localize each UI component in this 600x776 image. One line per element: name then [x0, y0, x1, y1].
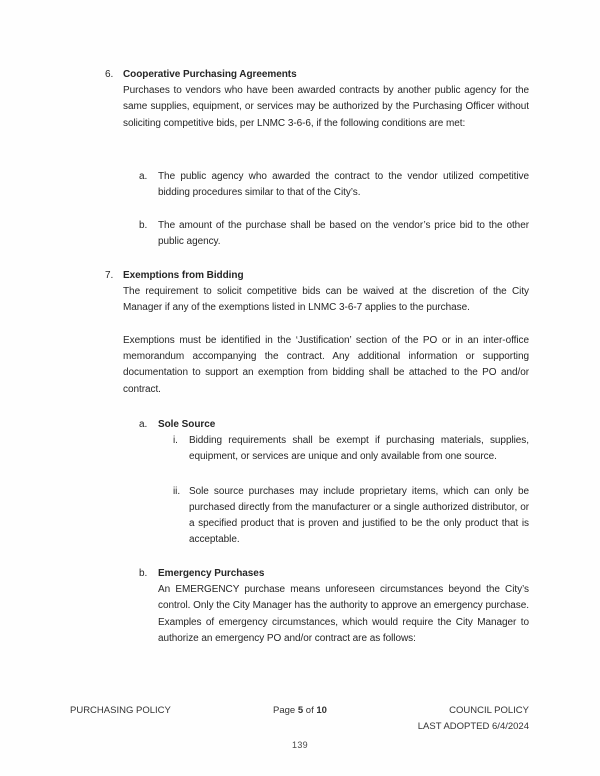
- sole-source-item-i: [173, 433, 529, 465]
- section-7-item-b: [0, 566, 600, 647]
- section-7-title: Exemptions from Bidding: [123, 270, 244, 281]
- footer-page-number: 5: [297, 705, 304, 716]
- footer-of-word: of: [305, 705, 314, 716]
- section-6-content: [123, 67, 529, 132]
- section-7-item-b-row: [0, 566, 600, 647]
- sole-source-item-ii-label: ii.: [173, 485, 181, 497]
- section-6-row: [0, 67, 600, 132]
- section-7-paragraph-2: Exemptions must be identified in the ‘Justification’ section of the PO or in an inter-office memorandum accompanying the contract. Any additional information or supporting documentation to support an exemption from bidding shall be attached to the PO and/or contract.: [123, 335, 529, 395]
- section-6-item-b: [0, 218, 600, 250]
- section-6-intro-paragraph: Purchases to vendors who have been awarded contracts by another public agency for the same supplies, equipment, or services may be authorized by the Purchasing Officer without soliciting competitive bids, per LNMC 3-6-6, if the following conditions are met:: [123, 85, 529, 129]
- section-7-content: [123, 268, 529, 317]
- section-6-item-a: [0, 169, 600, 201]
- section-6-item-b-row: [0, 218, 600, 250]
- sole-source-item-i-text: Bidding requirements shall be exempt if purchasing materials, supplies, equipment, or services are unique and only available from one source.: [189, 435, 529, 463]
- packet-page-number: 139: [292, 740, 308, 750]
- footer-document-title: PURCHASING POLICY: [70, 705, 171, 716]
- sole-source-item-ii-text: Sole source purchases may include proprietary items, which can only be purchased directly from the manufacturer or a single authorized distributor, or a specified product that is proven and justified to be the only product that is acceptable.: [189, 485, 529, 546]
- section-6-number: 6.: [105, 69, 114, 80]
- section-7-item-b-label: b.: [139, 568, 148, 579]
- section-6-item-a-row: [0, 169, 600, 201]
- footer-page-total: 10: [316, 705, 327, 716]
- sole-source-title: Sole Source: [158, 419, 216, 430]
- section-7-number: 7.: [105, 270, 114, 281]
- section-6-item-a-text: The public agency who awarded the contract to the vendor utilized competitive bidding procedures similar to that of the City’s.: [158, 171, 529, 199]
- section-6-title: Cooperative Purchasing Agreements: [123, 69, 297, 80]
- section-7-item-a: [0, 417, 600, 548]
- footer-policy-type: COUNCIL POLICY: [449, 705, 529, 716]
- section-7-item-b-content: [158, 566, 529, 647]
- section-7-row: [0, 268, 600, 317]
- footer-adopted-date: LAST ADOPTED 6/4/2024: [417, 721, 529, 732]
- emergency-purchases-title: Emergency Purchases: [158, 568, 265, 579]
- section-7-item-a-content: [158, 417, 529, 548]
- section-7: [0, 268, 600, 317]
- sole-source-item-i-label: i.: [173, 435, 178, 447]
- section-7-paragraph-1: The requirement to solicit competitive bids can be waived at the discretion of the City Manager if any of the exemptions listed in LNMC 3-6-7 applies to the purchase.: [123, 286, 529, 314]
- section-6-item-b-text: The amount of the purchase shall be based on the vendor’s price bid to the other public agency.: [158, 220, 529, 248]
- footer-policy-info: [418, 703, 529, 735]
- section-6-item-b-label: b.: [139, 220, 148, 231]
- section-7-item-a-row: [0, 417, 600, 548]
- emergency-purchases-text: An EMERGENCY purchase means unforeseen circumstances beyond the City’s control. Only the City Manager has the authority to approve an emergency purchase. Examples of emergency circumstances, which would require the City Manager to authorize an emergency PO and/or contract are as follows:: [158, 584, 529, 644]
- footer-page-word: Page: [273, 705, 296, 716]
- section-7-paragraph-2-block: [0, 333, 600, 398]
- section-6-item-a-label: a.: [139, 171, 148, 182]
- section-6: [0, 67, 600, 132]
- section-7-item-a-label: a.: [139, 419, 148, 430]
- sole-source-item-ii: [173, 484, 529, 549]
